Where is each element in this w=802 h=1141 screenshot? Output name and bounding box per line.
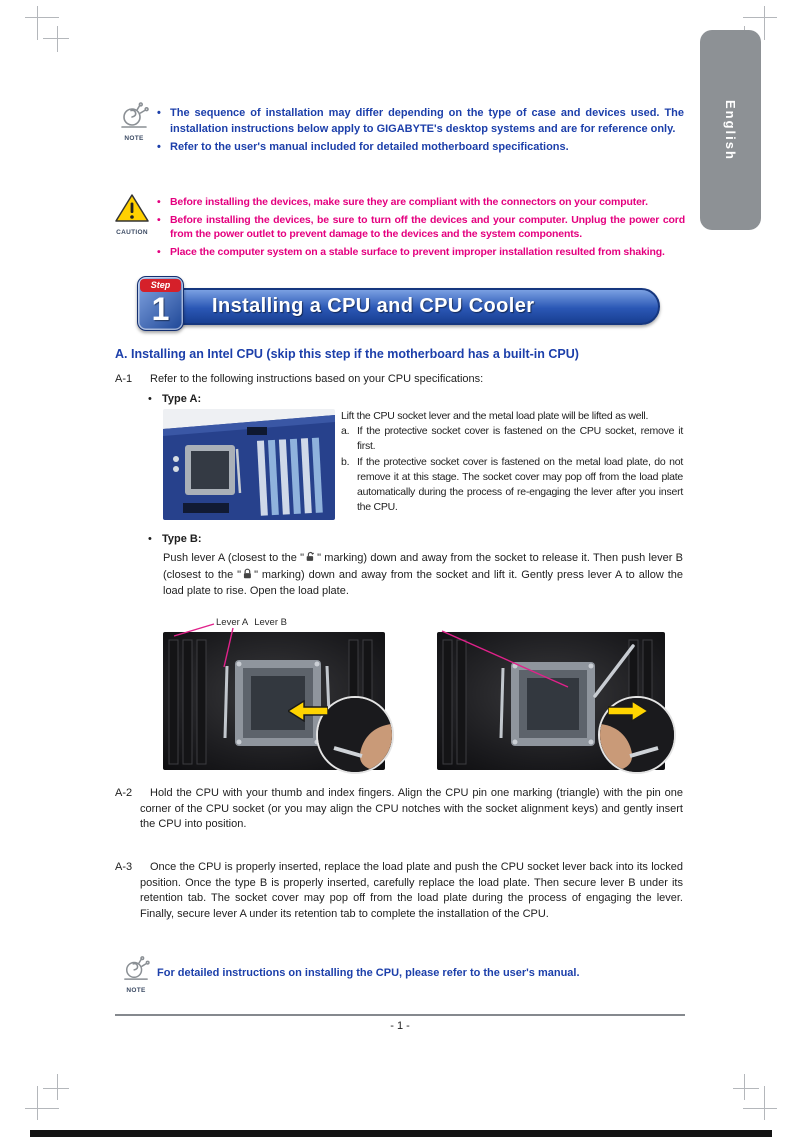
crop-mark xyxy=(764,1086,765,1120)
step-title: Installing a CPU and CPU Cooler xyxy=(212,295,535,317)
crop-mark xyxy=(37,6,38,40)
step-banner xyxy=(158,288,660,325)
section-heading: A. Installing an Intel CPU (skip this step if the motherboard has a built-in CPU) xyxy=(115,347,579,361)
note-icon-label: NOTE xyxy=(126,987,146,994)
note-bullet xyxy=(157,140,684,156)
a3-text: Once the CPU is properly inserted, replace the load plate and push the CPU socket lever back into its locked position. Once the type B is properly inserted, carefully replace the load plate. Then secure lever B under its retention tab. The socket cover may pop off from the load plate during the process of engaging the lever. Finally, secure lever A under its retention tab to complete the installation of the CPU. xyxy=(140,861,683,920)
item-marker: b. xyxy=(341,455,350,468)
bullet-dot xyxy=(157,213,170,242)
caution-icon xyxy=(115,210,149,227)
unlock-icon xyxy=(305,551,316,568)
type-a-bullet xyxy=(148,392,201,408)
caution-bullet xyxy=(157,213,685,242)
crop-mark xyxy=(57,1074,58,1100)
step-badge-number: 1 xyxy=(151,291,170,327)
a3-paragraph xyxy=(115,860,683,922)
caution-bullet xyxy=(157,195,685,210)
crop-mark xyxy=(733,1088,759,1089)
caution-bullet-text: Before installing the devices, make sure they are compliant with the connectors on your computer. xyxy=(170,196,648,208)
item-text: If the protective socket cover is fastened on the metal load plate, do not remove it at this stage. The socket cover may pop off from the load plate automatically during the process of re-engaging the lever after you insert the CPU. xyxy=(357,455,683,514)
type-a-instructions xyxy=(341,409,683,515)
type-b-label: Type B: xyxy=(162,533,202,545)
a1-line xyxy=(115,372,683,388)
type-a-item-b xyxy=(341,455,683,516)
crop-mark xyxy=(744,1074,745,1100)
lever-a-label: Lever A xyxy=(216,617,249,628)
note-bottom-text: For detailed instructions on installing the CPU, please refer to the user's manual. xyxy=(157,967,580,979)
crop-mark xyxy=(37,1086,38,1120)
crop-mark xyxy=(25,1108,59,1109)
type-b-text: " marking) down and away from the socket and lift it. Gently press lever A to allow the load plate to rise. Open the load plate. xyxy=(163,568,684,597)
caution-icon-block xyxy=(112,193,152,236)
item-marker: a. xyxy=(341,425,350,438)
lever-b-label: Lever B xyxy=(254,617,287,628)
note-bottom-icon-block xyxy=(116,956,156,994)
crop-mark xyxy=(743,1108,777,1109)
callout-lines xyxy=(0,615,802,790)
crop-mark xyxy=(57,26,58,52)
bullet-dot xyxy=(157,245,170,260)
caution-bullet-text: Place the computer system on a stable surface to prevent improper installation resulted from shaking. xyxy=(170,245,665,258)
note-icon-block xyxy=(114,102,154,142)
lever-caption xyxy=(216,617,293,628)
type-b-text: Push lever A (closest to the " xyxy=(163,552,305,564)
step-badge xyxy=(137,276,184,331)
bullet-dot xyxy=(157,106,170,137)
note-top-block xyxy=(157,106,684,159)
item-text: If the protective socket cover is fastened on the CPU socket, remove it first. xyxy=(357,425,683,453)
note-icon xyxy=(121,968,151,985)
type-a-intro: Lift the CPU socket lever and the metal load plate will be lifted as well. xyxy=(341,410,649,422)
type-a-label: Type A: xyxy=(162,393,202,405)
note-bullet xyxy=(157,106,684,137)
crop-mark xyxy=(743,17,777,18)
bullet-dot xyxy=(148,532,162,548)
caution-icon-label: CAUTION xyxy=(116,229,148,236)
type-a-item-a xyxy=(341,424,683,454)
a2-text: Hold the CPU with your thumb and index fingers. Align the CPU pin one marking (triangle) with the pin one corner of the CPU socket (or you may align the CPU notches with the socket alignment keys) and gently insert the CPU into position. xyxy=(140,787,683,830)
a1-text: Refer to the following instructions based on your CPU specifications: xyxy=(150,373,484,385)
bullet-dot xyxy=(148,392,162,408)
note-icon-label: NOTE xyxy=(124,135,144,142)
push-direction-arrow-right-icon xyxy=(608,700,648,727)
type-a-socket-photo xyxy=(163,409,335,520)
note-bullet-text: The sequence of installation may differ depending on the type of case and devices used. The installation instructions below apply to GIGABYTE's desktop systems and are for reference only. xyxy=(170,107,684,135)
caution-bullet xyxy=(157,245,685,260)
bullet-dot xyxy=(157,195,170,210)
push-direction-arrow-left-icon xyxy=(288,700,328,727)
step-badge-label: Step xyxy=(140,279,181,292)
type-b-instructions xyxy=(163,551,683,600)
crop-mark xyxy=(764,6,765,40)
crop-mark xyxy=(43,1088,69,1089)
type-b-bullet xyxy=(148,532,202,548)
caution-bullet-text: Before installing the devices, be sure to turn off the devices and your computer. Unplug the power cord from the power outlet to prevent damage to the devices and the system components. xyxy=(170,213,685,240)
page-number: - 1 - xyxy=(390,1020,410,1032)
a1-label: A-1 xyxy=(115,373,133,385)
bullet-dot xyxy=(157,140,170,156)
a3-label: A-3 xyxy=(115,861,133,873)
type-b-text: " marking) down and away from the socket to release it. Then push lever B (closest to the " xyxy=(163,552,683,581)
note-bullet-text: Refer to the user's manual included for detailed motherboard specifications. xyxy=(170,141,569,153)
footer-rule xyxy=(115,1014,685,1016)
language-tab xyxy=(700,30,761,230)
a2-label: A-2 xyxy=(115,787,133,799)
a2-paragraph xyxy=(115,786,683,833)
note-icon xyxy=(118,116,150,133)
scan-edge-bar xyxy=(30,1130,772,1137)
crop-mark xyxy=(25,17,59,18)
language-tab-label: English xyxy=(723,99,738,161)
crop-mark xyxy=(43,38,69,39)
caution-block xyxy=(157,195,685,262)
lock-icon xyxy=(242,568,253,585)
